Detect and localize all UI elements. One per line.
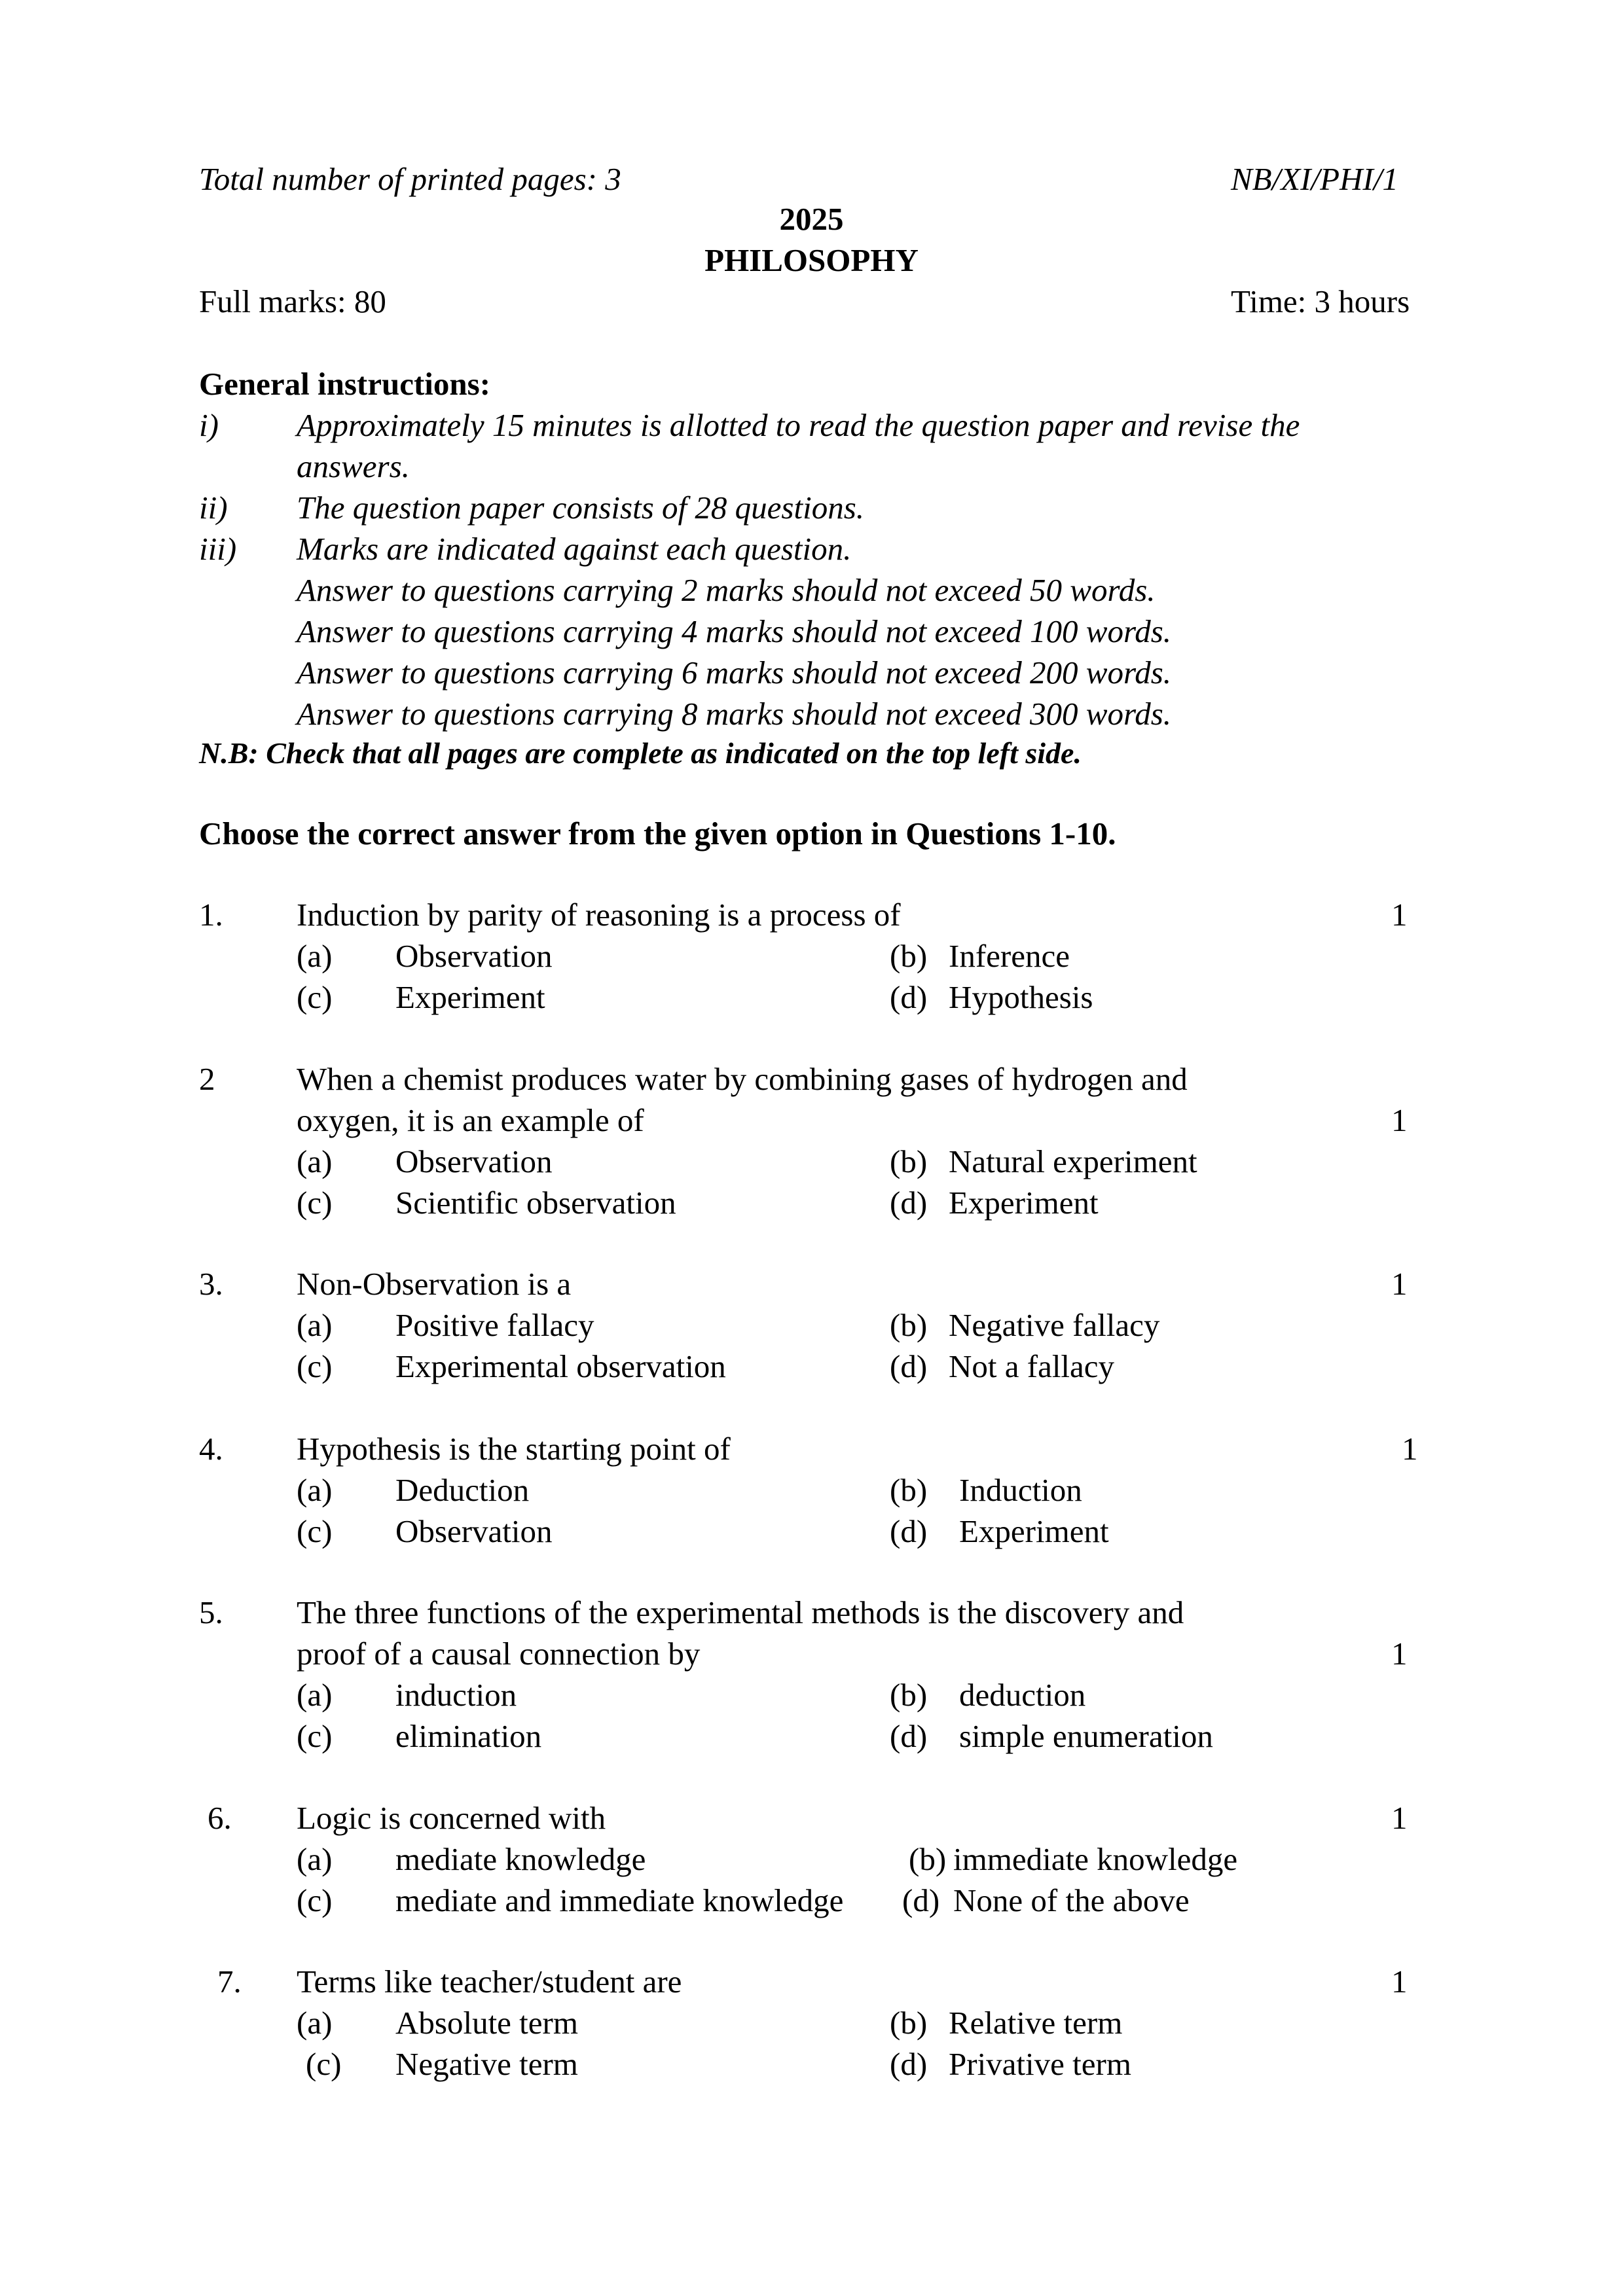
option-label: (d) (890, 2046, 928, 2082)
instruction-text: Approximately 15 minutes is allotted to read the question paper and revise the (297, 407, 1300, 443)
option-label: (b) (909, 1841, 947, 1877)
instruction-text: answers. (297, 448, 410, 484)
option-text: Absolute term (395, 2005, 578, 2041)
question-text: Hypothesis is the starting point of (297, 1431, 731, 1467)
option-text: Negative term (395, 2046, 578, 2082)
option-label: (d) (890, 1185, 928, 1221)
question-number: 2 (199, 1061, 215, 1097)
instructions-title: General instructions: (199, 366, 491, 402)
option-text: Induction (959, 1472, 1082, 1508)
question-marks: 1 (1391, 1800, 1408, 1836)
option-label: (a) (297, 1472, 333, 1508)
instruction-text: Answer to questions carrying 2 marks should not exceed 50 words. (297, 572, 1156, 608)
option-label: (a) (297, 2005, 333, 2041)
exam-year: 2025 (779, 201, 844, 237)
option-text: Negative fallacy (949, 1307, 1160, 1343)
question-number: 1. (199, 897, 223, 933)
option-text: Privative term (949, 2046, 1131, 2082)
paper-code: NB/XI/PHI/1 (1231, 161, 1398, 197)
option-text: Deduction (395, 1472, 530, 1508)
instruction-num: i) (199, 407, 219, 443)
option-label: (a) (297, 1307, 333, 1343)
option-label: (c) (297, 1185, 333, 1221)
option-label: (b) (890, 1307, 928, 1343)
question-number: 7. (217, 1964, 242, 2000)
full-marks: Full marks: 80 (199, 283, 386, 319)
instruction-text: Marks are indicated against each question. (297, 531, 852, 567)
option-label: (a) (297, 1677, 333, 1713)
option-text: Inference (949, 938, 1070, 974)
option-text: Experiment (949, 1185, 1099, 1221)
option-text: mediate knowledge (395, 1841, 646, 1877)
option-text: Experiment (395, 979, 545, 1015)
option-label: (c) (306, 2046, 342, 2082)
question-text: Terms like teacher/student are (297, 1964, 682, 2000)
question-text: Non-Observation is a (297, 1266, 572, 1302)
question-number: 4. (199, 1431, 223, 1467)
option-label: (c) (297, 1513, 333, 1549)
instruction-num: ii) (199, 490, 228, 526)
option-label: (d) (890, 1348, 928, 1384)
question-text: Logic is concerned with (297, 1800, 606, 1836)
question-marks: 1 (1402, 1431, 1418, 1467)
option-label: (b) (890, 1472, 928, 1508)
option-text: Observation (395, 1143, 553, 1179)
option-text: simple enumeration (959, 1718, 1213, 1754)
option-text: Positive fallacy (395, 1307, 594, 1343)
option-text: induction (395, 1677, 517, 1713)
question-text: Induction by parity of reasoning is a process of (297, 897, 901, 933)
option-label: (a) (297, 938, 333, 974)
option-label: (c) (297, 1348, 333, 1384)
section-title: Choose the correct answer from the given option in Questions 1-10. (199, 816, 1116, 852)
option-label: (c) (297, 1718, 333, 1754)
printed-pages: Total number of printed pages: 3 (199, 161, 621, 197)
option-label: (b) (890, 1677, 928, 1713)
question-number: 3. (199, 1266, 223, 1302)
option-label: (d) (890, 979, 928, 1015)
option-text: Observation (395, 1513, 553, 1549)
question-number: 5. (199, 1594, 223, 1630)
option-text: deduction (959, 1677, 1086, 1713)
option-label: (b) (890, 938, 928, 974)
option-text: immediate knowledge (953, 1841, 1238, 1877)
option-text: mediate and immediate knowledge (395, 1882, 844, 1918)
option-label: (d) (890, 1718, 928, 1754)
option-text: Experimental observation (395, 1348, 726, 1384)
question-text: oxygen, it is an example of (297, 1102, 644, 1138)
option-label: (d) (890, 1513, 928, 1549)
question-marks: 1 (1391, 1636, 1408, 1672)
question-text: The three functions of the experimental methods is the discovery and (297, 1594, 1184, 1630)
option-label: (b) (890, 1143, 928, 1179)
option-label: (a) (297, 1841, 333, 1877)
question-marks: 1 (1391, 1102, 1408, 1138)
option-text: Relative term (949, 2005, 1123, 2041)
question-marks: 1 (1391, 1964, 1408, 2000)
option-label: (d) (902, 1882, 940, 1918)
subject-title: PHILOSOPHY (704, 242, 919, 278)
question-marks: 1 (1391, 1266, 1408, 1302)
option-label: (b) (890, 2005, 928, 2041)
option-text: Natural experiment (949, 1143, 1197, 1179)
option-text: Scientific observation (395, 1185, 676, 1221)
option-label: (c) (297, 1882, 333, 1918)
instruction-text: Answer to questions carrying 8 marks should not exceed 300 words. (297, 696, 1172, 732)
nb-note: N.B: Check that all pages are complete as indicated on the top left side. (199, 736, 1082, 770)
option-text: elimination (395, 1718, 542, 1754)
instruction-text: Answer to questions carrying 4 marks should not exceed 100 words. (297, 613, 1172, 649)
instruction-num: iii) (199, 531, 237, 567)
question-text: When a chemist produces water by combining gases of hydrogen and (297, 1061, 1188, 1097)
instruction-text: Answer to questions carrying 6 marks should not exceed 200 words. (297, 655, 1172, 691)
option-text: Hypothesis (949, 979, 1093, 1015)
instruction-text: The question paper consists of 28 questions. (297, 490, 865, 526)
question-number: 6. (208, 1800, 232, 1836)
question-marks: 1 (1391, 897, 1408, 933)
option-label: (a) (297, 1143, 333, 1179)
option-label: (c) (297, 979, 333, 1015)
option-text: Experiment (959, 1513, 1109, 1549)
option-text: None of the above (953, 1882, 1190, 1918)
question-text: proof of a causal connection by (297, 1636, 701, 1672)
option-text: Not a fallacy (949, 1348, 1115, 1384)
time-allowed: Time: 3 hours (1231, 283, 1410, 319)
option-text: Observation (395, 938, 553, 974)
